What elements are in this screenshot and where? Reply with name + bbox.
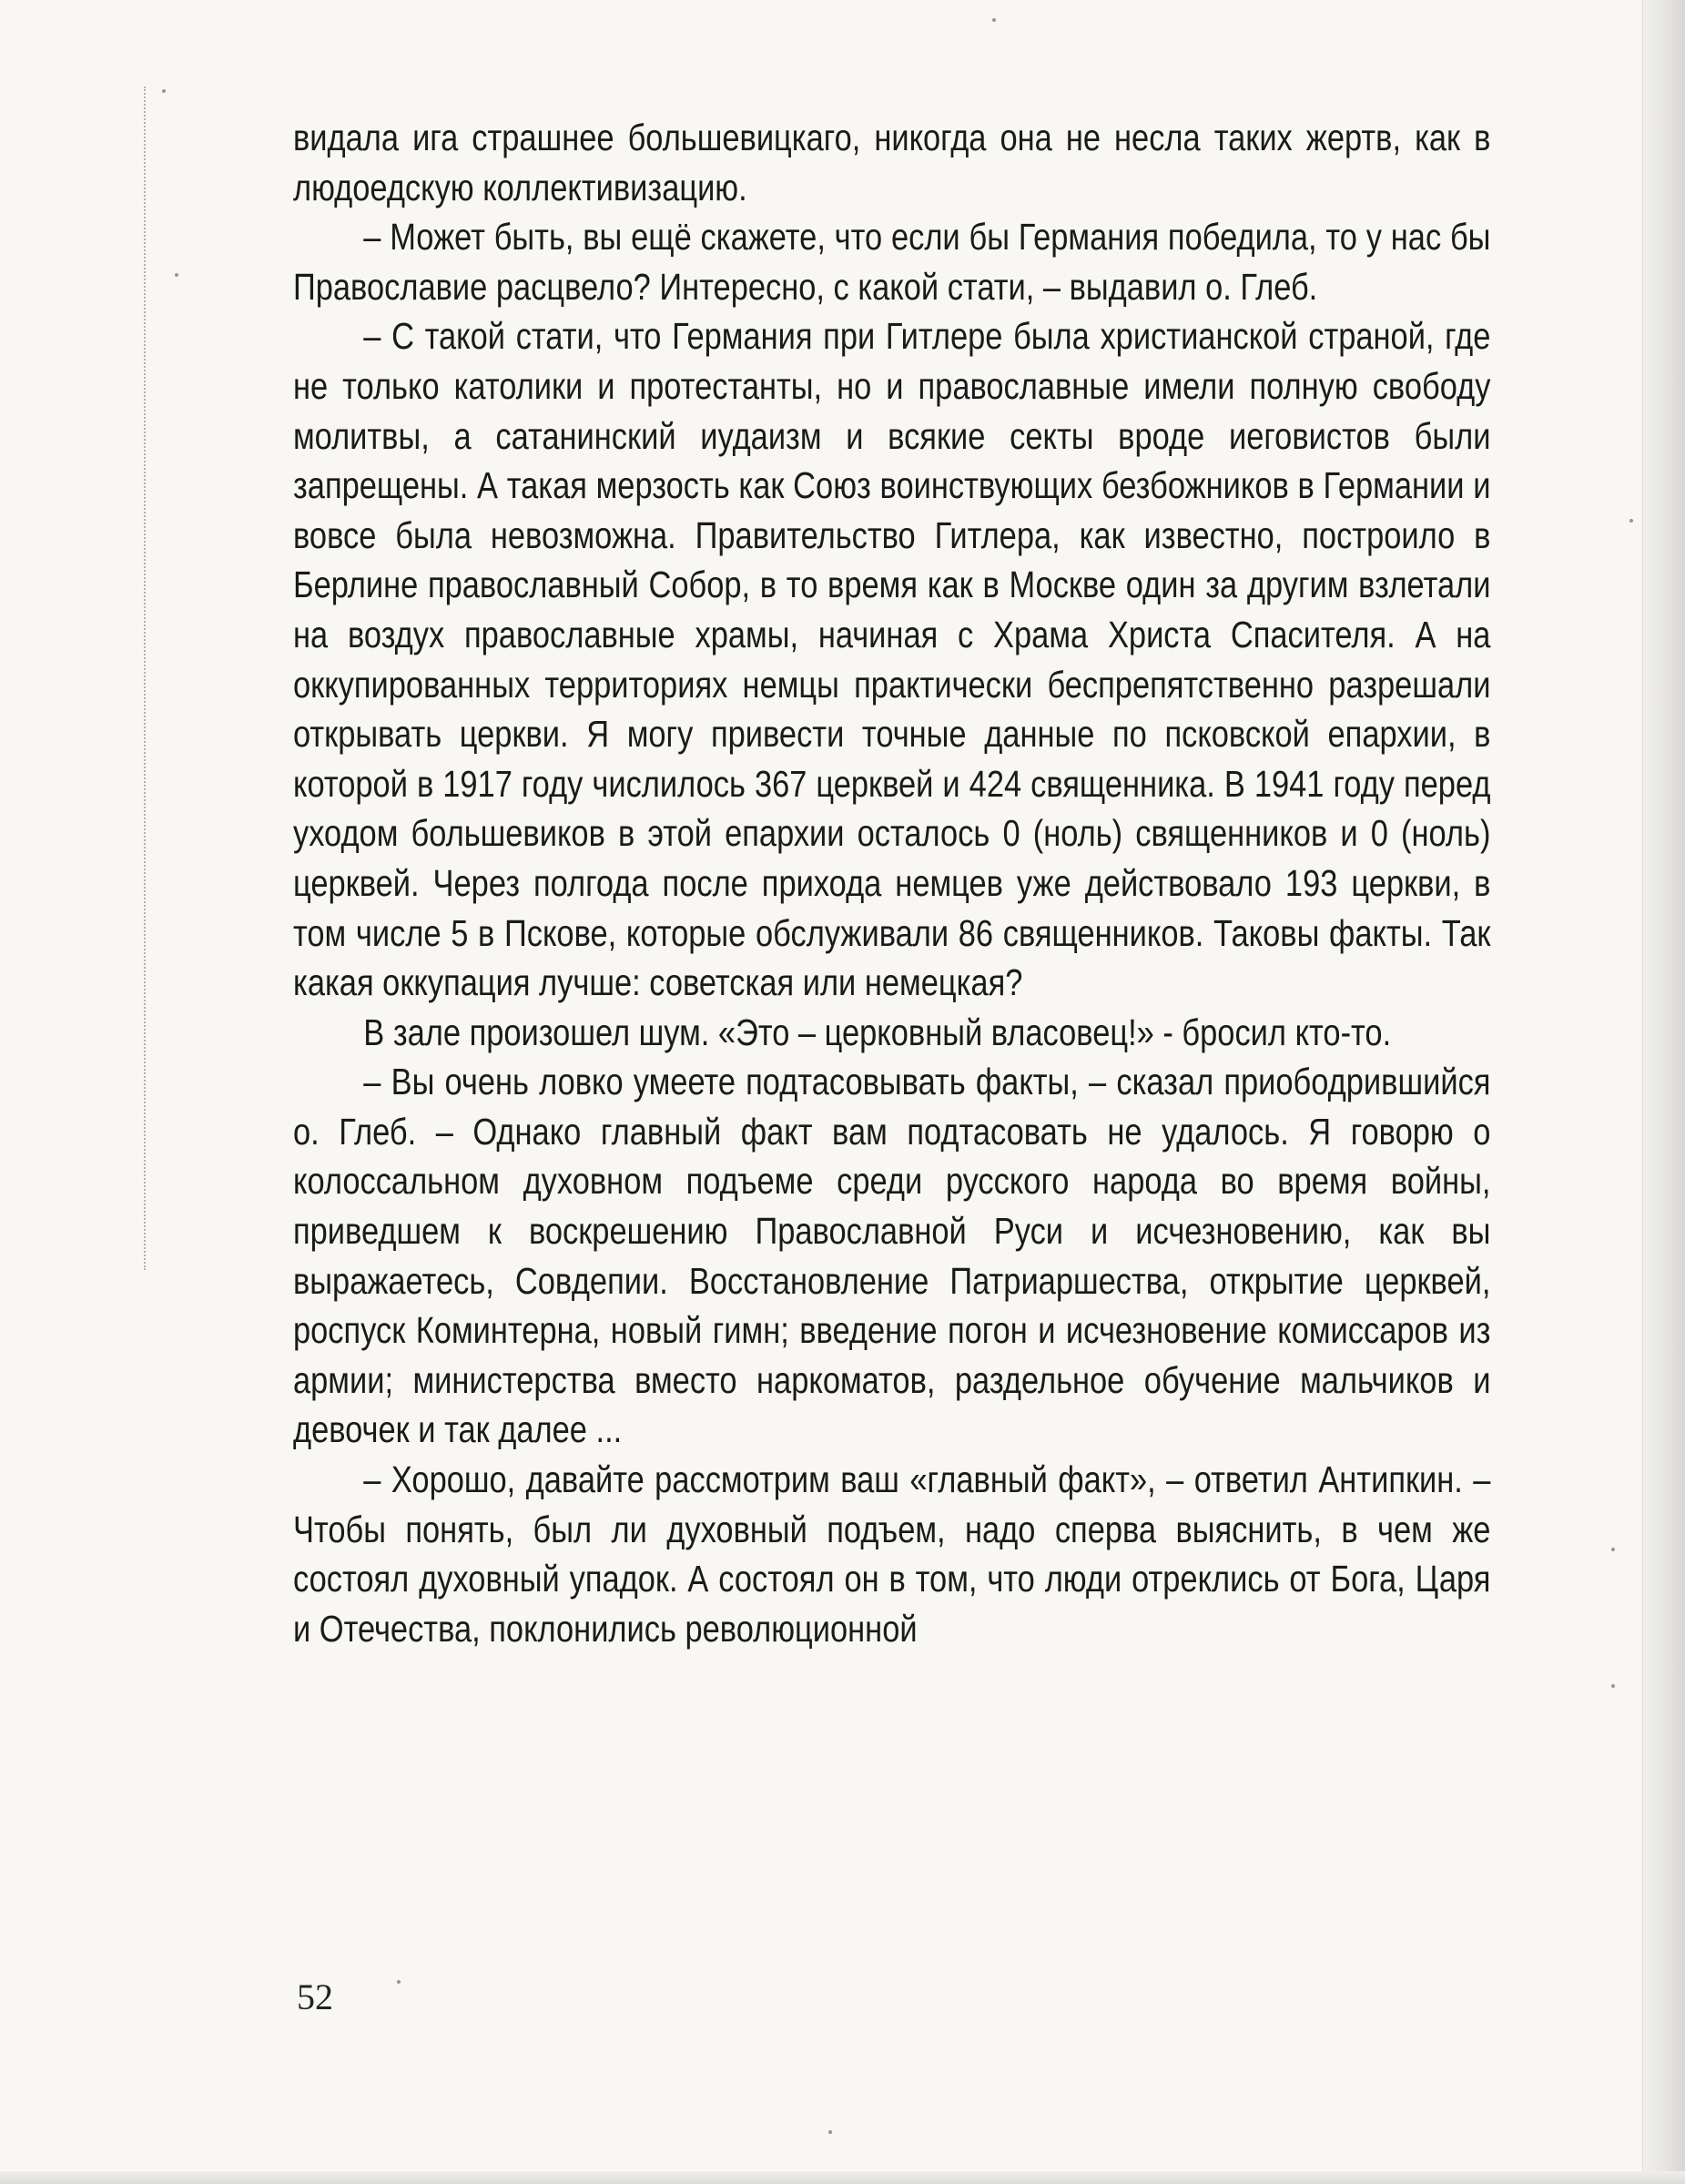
scan-speck [992,18,996,22]
paragraph-5: – Вы очень ловко умеете подтасовывать факты, – сказал приободрившийся о. Глеб. – Однако главный факт вам подтасовать не удалось. Я говорю о колоссальном духовном подъеме среди русского народа во время войны, приведшем к воскрешению Православной Руси и исчезновению, как вы выражаетесь, Совдепии. Восстановление Патриаршества, открытие церквей, роспуск Коминтерна, новый гимн; введение погон и исчезновение комиссаров из армии; министерства вместо наркоматов, раздельное обучение мальчиков и девочек и так далее ... [293,1061,1491,1451]
scan-speck [162,89,166,93]
scan-speck [397,1980,401,1984]
paragraph-4: В зале произошел шум. «Это – церковный власовец!» - бросил кто-то. [363,1011,1392,1053]
paragraph-2: – Может быть, вы ещё скажете, что если бы Германия победила, то у нас бы Православие расцвело? Интересно, с какой стати, – выдавил о. Глеб. [293,216,1491,308]
scan-speck [1611,1684,1615,1688]
scan-speck [828,2130,832,2134]
scan-margin-artifact [144,86,146,1270]
body-text [293,113,1490,1653]
page-bottom-edge [0,2171,1685,2184]
scan-speck [1629,519,1633,523]
scan-speck [1611,1548,1615,1551]
page-number: 52 [297,1976,333,2017]
paragraph-1: видала ига страшнее большевицкаго, никогда она не несла таких жертв, как в людоедскую коллективизацию. [293,117,1491,208]
paragraph-6: – Хорошо, давайте рассмотрим ваш «главный факт», – ответил Антипкин. – Чтобы понять, был ли духовный подъем, надо сперва выяснить, в чем же состоял духовный упадок. А состоял он в том, что люди отреклись от Бога, Царя и Отечества, поклонились революционной [293,1458,1491,1650]
page-edge-shadow [1642,0,1685,2184]
scan-speck [175,273,178,277]
paragraph-3: – С такой стати, что Германия при Гитлере была христианской страной, где не только католики и протестанты, но и православные имели полную свободу молитвы, а сатанинский иудаизм и всякие секты вроде иеговистов были запрещены. А такая мерзость как Союз воинствующих безбожников в Германии и вовсе была невозможна. Правительство Гитлера, как известно, построило в Берлине православный Собор, в то время как в Москве один за другим взлетали на воздух православные храмы, начиная с Храма Христа Спасителя. А на оккупированных территориях немцы практически беспрепятственно разрешали открывать церкви. Я могу привести точные данные по псковской епархии, в которой в 1917 году числилось 367 церквей и 424 священника. В 1941 году перед уходом большевиков в этой епархии осталось 0 (ноль) священников и 0 (ноль) церквей. Через полгода после прихода немцев уже действовало 193 церкви, в том числе 5 в Пскове, которые обслуживали 86 священников. Таковы факты. Так какая оккупация лучше: советская или немецкая? [293,315,1491,1004]
